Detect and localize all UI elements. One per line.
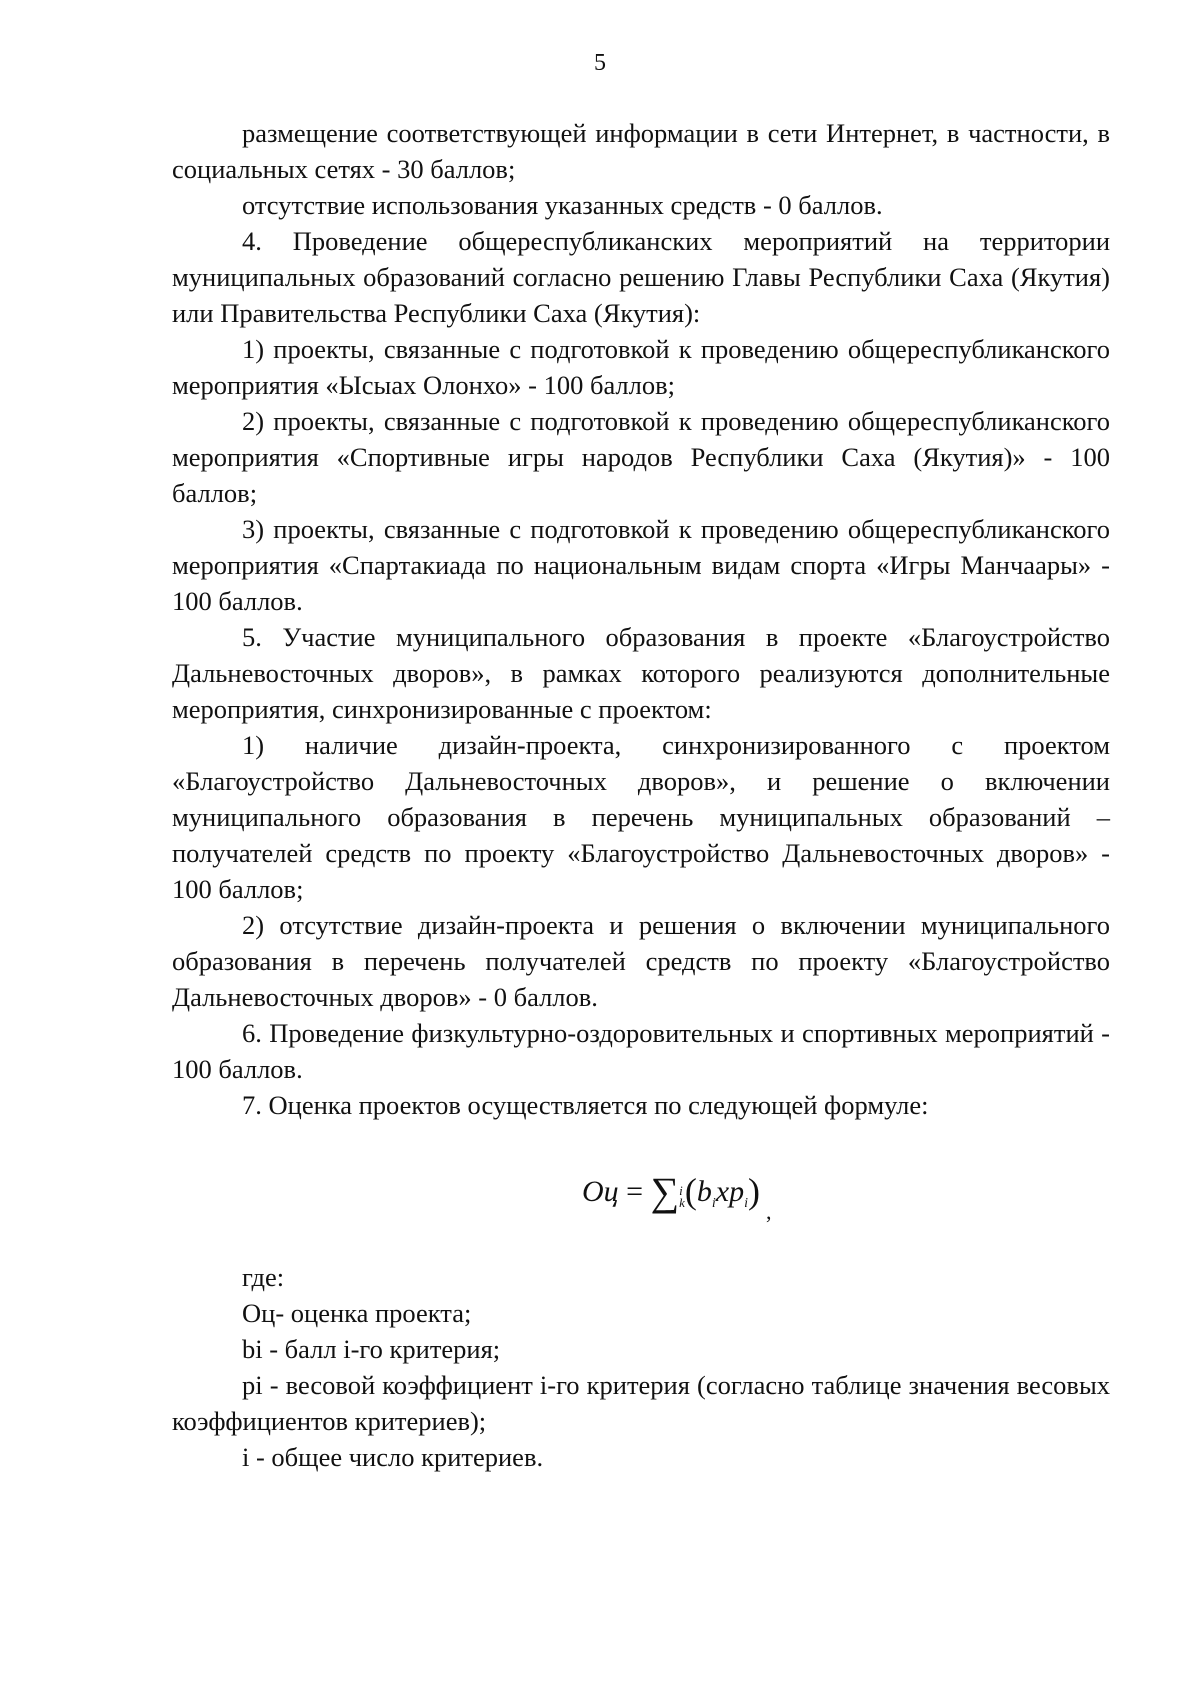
formula-close-paren: ) xyxy=(748,1171,760,1211)
formula-lhs: Оц xyxy=(582,1175,619,1208)
formula-term-b: b xyxy=(696,1175,712,1208)
document-body xyxy=(172,115,1110,1475)
paragraph: 7. Оценка проектов осуществляется по следующей формуле: xyxy=(242,1090,929,1120)
paragraph: 1) проекты, связанные с подготовкой к проведению общереспубликанского мероприятия «Ысыах Олонхо» - 100 баллов; xyxy=(172,334,1110,400)
formula-term-b-sub: i xyxy=(711,1196,716,1211)
formula-expression xyxy=(582,1171,772,1232)
paragraph: размещение соответствующей информации в сети Интернет, в частности, в социальных сетях - 30 баллов; xyxy=(172,118,1110,184)
formula-comma: , xyxy=(766,1199,772,1224)
paragraph: 1) наличие дизайн-проекта, синхронизированного с проектом «Благоустройство Дальневосточных дворов», и решение о включении муниципального образования в перечень муниципальных образований – получателей средств по проекту «Благоустройство Дальневосточных дворов» - 100 баллов; xyxy=(172,730,1110,904)
page-number: 5 xyxy=(594,50,606,76)
paragraph: 3) проекты, связанные с подготовкой к проведению общереспубликанского мероприятия «Спартакиада по национальным видам спорта «Игры Манчаары» - 100 баллов. xyxy=(172,514,1110,616)
paragraph: 5. Участие муниципального образования в проекте «Благоустройство Дальневосточных дворов», в рамках которого реализуются дополнительные мероприятия, синхронизированные с проектом: xyxy=(172,622,1110,724)
formula-term-x: x xyxy=(715,1175,730,1208)
formula-term-p: p xyxy=(729,1175,745,1208)
formula-equals: = xyxy=(626,1175,644,1208)
paragraph: 2) отсутствие дизайн-проекта и решения о включении муниципального образования в перечень получателей средств по проекту «Благоустройство Дальневосточных дворов» - 0 баллов. xyxy=(172,910,1110,1012)
sum-lower-limit: k xyxy=(679,1195,685,1210)
paragraph: i - общее число критериев. xyxy=(242,1442,544,1472)
sum-upper-limit: i xyxy=(679,1183,683,1198)
paragraph: 6. Проведение физкультурно-оздоровительных и спортивных мероприятий - 100 баллов. xyxy=(172,1018,1110,1084)
paragraph: где: xyxy=(242,1262,285,1292)
scoring-formula xyxy=(172,1133,1110,1259)
paragraph: pi - весовой коэффициент i-го критерия (согласно таблице значения весовых коэффициентов критериев); xyxy=(172,1370,1110,1436)
paragraph: 2) проекты, связанные с подготовкой к проведению общереспубликанского мероприятия «Спортивные игры народов Республики Саха (Якутия)» - 100 баллов; xyxy=(172,406,1110,508)
paragraph: bi - балл i-го критерия; xyxy=(242,1334,501,1364)
formula-term-p-sub: i xyxy=(744,1196,748,1211)
paragraph: 4. Проведение общереспубликанских мероприятий на территории муниципальных образований согласно решению Главы Республики Саха (Якутия) или Правительства Республики Саха (Якутия): xyxy=(172,226,1110,328)
sum-symbol: ∑ xyxy=(650,1169,680,1214)
paragraph: отсутствие использования указанных средств - 0 баллов. xyxy=(242,190,883,220)
formula-open-paren: ( xyxy=(684,1171,697,1211)
paragraph: Оц- оценка проекта; xyxy=(242,1298,472,1328)
